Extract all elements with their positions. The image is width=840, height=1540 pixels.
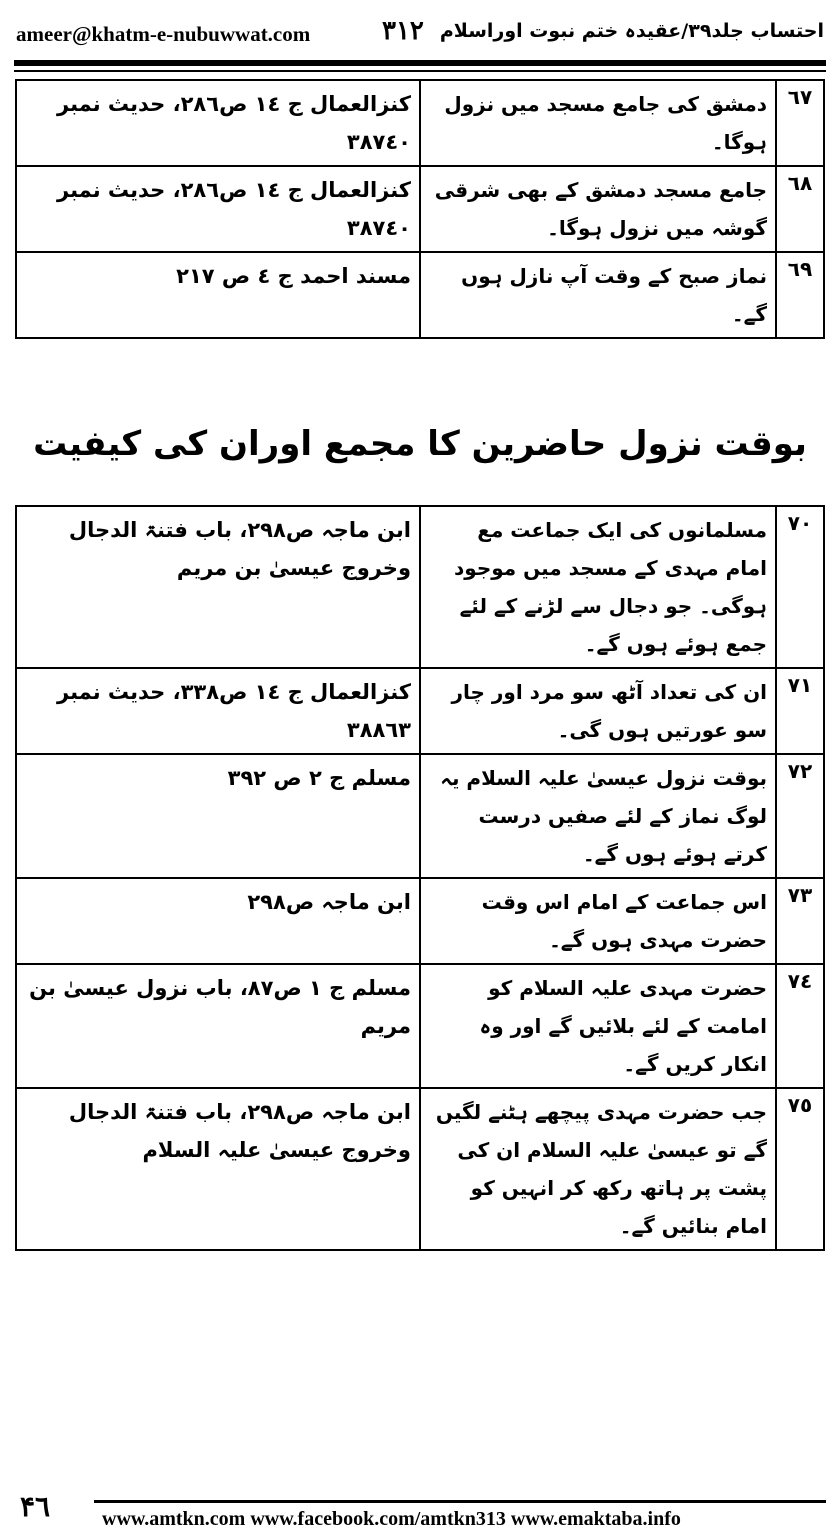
table-row [16, 506, 824, 668]
entry-number: ٧٢ [776, 754, 824, 878]
table-row [16, 668, 824, 754]
header-rule-thick [14, 60, 826, 66]
entry-number: ٦٧ [776, 80, 824, 166]
table-row [16, 1088, 824, 1250]
table-row [16, 754, 824, 878]
section-title: بوقت نزول حاضرین کا مجمع اوران کی کیفیت [33, 424, 807, 464]
entry-reference: ابن ماجہ ص٢٩٨، باب فتنۃ الدجال وخروج عیسیٰ بن مریم [16, 506, 420, 668]
entry-text: جب حضرت مہدی پیچھے ہٹنے لگیں گے تو عیسیٰ علیہ السلام ان کی پشت پر ہاتھ رکھ کر انہیں کو امام بنائیں گے۔ [420, 1088, 776, 1250]
entry-text: دمشق کی جامع مسجد میں نزول ہوگا۔ [420, 80, 776, 166]
footer-links: www.amtkn.com www.facebook.com/amtkn313 www.emaktaba.info [102, 1508, 681, 1530]
header-email: ameer@khatm-e-nubuwwat.com [16, 22, 311, 46]
entry-reference: مسند احمد ج ٤ ص ٢١٧ [16, 252, 420, 338]
entry-reference: مسلم ج ٢ ص ٣٩٢ [16, 754, 420, 878]
header-page-number: ۳۱۲ [382, 16, 424, 46]
entry-number: ٧١ [776, 668, 824, 754]
entry-reference: کنزالعمال ج ١٤ ص٢٨٦، حدیث نمبر ٣٨٧٤٠ [16, 166, 420, 252]
entry-number: ٧٤ [776, 964, 824, 1088]
entry-text: ان کی تعداد آٹھ سو مرد اور چار سو عورتیں ہوں گی۔ [420, 668, 776, 754]
entry-number: ٦٨ [776, 166, 824, 252]
table-row [16, 252, 824, 338]
table-row [16, 80, 824, 166]
entry-reference: ابن ماجہ ص٢٩٨ [16, 878, 420, 964]
table-row [16, 964, 824, 1088]
header-rule-thin [14, 70, 826, 72]
entry-text: اس جماعت کے امام اس وقت حضرت مہدی ہوں گے۔ [420, 878, 776, 964]
entry-text: جامع مسجد دمشق کے بھی شرقی گوشہ میں نزول ہوگا۔ [420, 166, 776, 252]
header-book-title: احتساب جلد۳۹/عقیدہ ختم نبوت اوراسلام [439, 20, 824, 42]
entry-number: ٧٣ [776, 878, 824, 964]
entry-number: ٧٥ [776, 1088, 824, 1250]
entries-table-2 [15, 505, 825, 1251]
entries-table-1 [15, 79, 825, 339]
entry-reference: ابن ماجہ ص٢٩٨، باب فتنۃ الدجال وخروج عیسیٰ علیہ السلام [16, 1088, 420, 1250]
entry-reference: کنزالعمال ج ١٤ ص٣٣٨، حدیث نمبر ٣٨٨٦٣ [16, 668, 420, 754]
page-footer [14, 1490, 826, 1536]
entry-text: حضرت مہدی علیہ السلام کو امامت کے لئے بلائیں گے اور وہ انکار کریں گے۔ [420, 964, 776, 1088]
entry-text: بوقت نزول عیسیٰ علیہ السلام یہ لوگ نماز کے لئے صفیں درست کرتے ہوئے ہوں گے۔ [420, 754, 776, 878]
entry-text: نماز صبح کے وقت آپ نازل ہوں گے۔ [420, 252, 776, 338]
table-row [16, 166, 824, 252]
entry-reference: کنزالعمال ج ١٤ ص٢٨٦، حدیث نمبر ٣٨٧٤٠ [16, 80, 420, 166]
footer-page-number: ۴٦ [20, 1490, 51, 1523]
entry-number: ٧٠ [776, 506, 824, 668]
footer-rule [94, 1500, 826, 1503]
table-row [16, 878, 824, 964]
entry-text: مسلمانوں کی ایک جماعت مع امام مہدی کے مسجد میں موجود ہوگی۔ جو دجال سے لڑنے کے لئے جمع ہوئے ہوں گے۔ [420, 506, 776, 668]
page-header [16, 10, 824, 54]
entry-number: ٦٩ [776, 252, 824, 338]
entry-reference: مسلم ج ١ ص٨٧، باب نزول عیسیٰ بن مریم [16, 964, 420, 1088]
